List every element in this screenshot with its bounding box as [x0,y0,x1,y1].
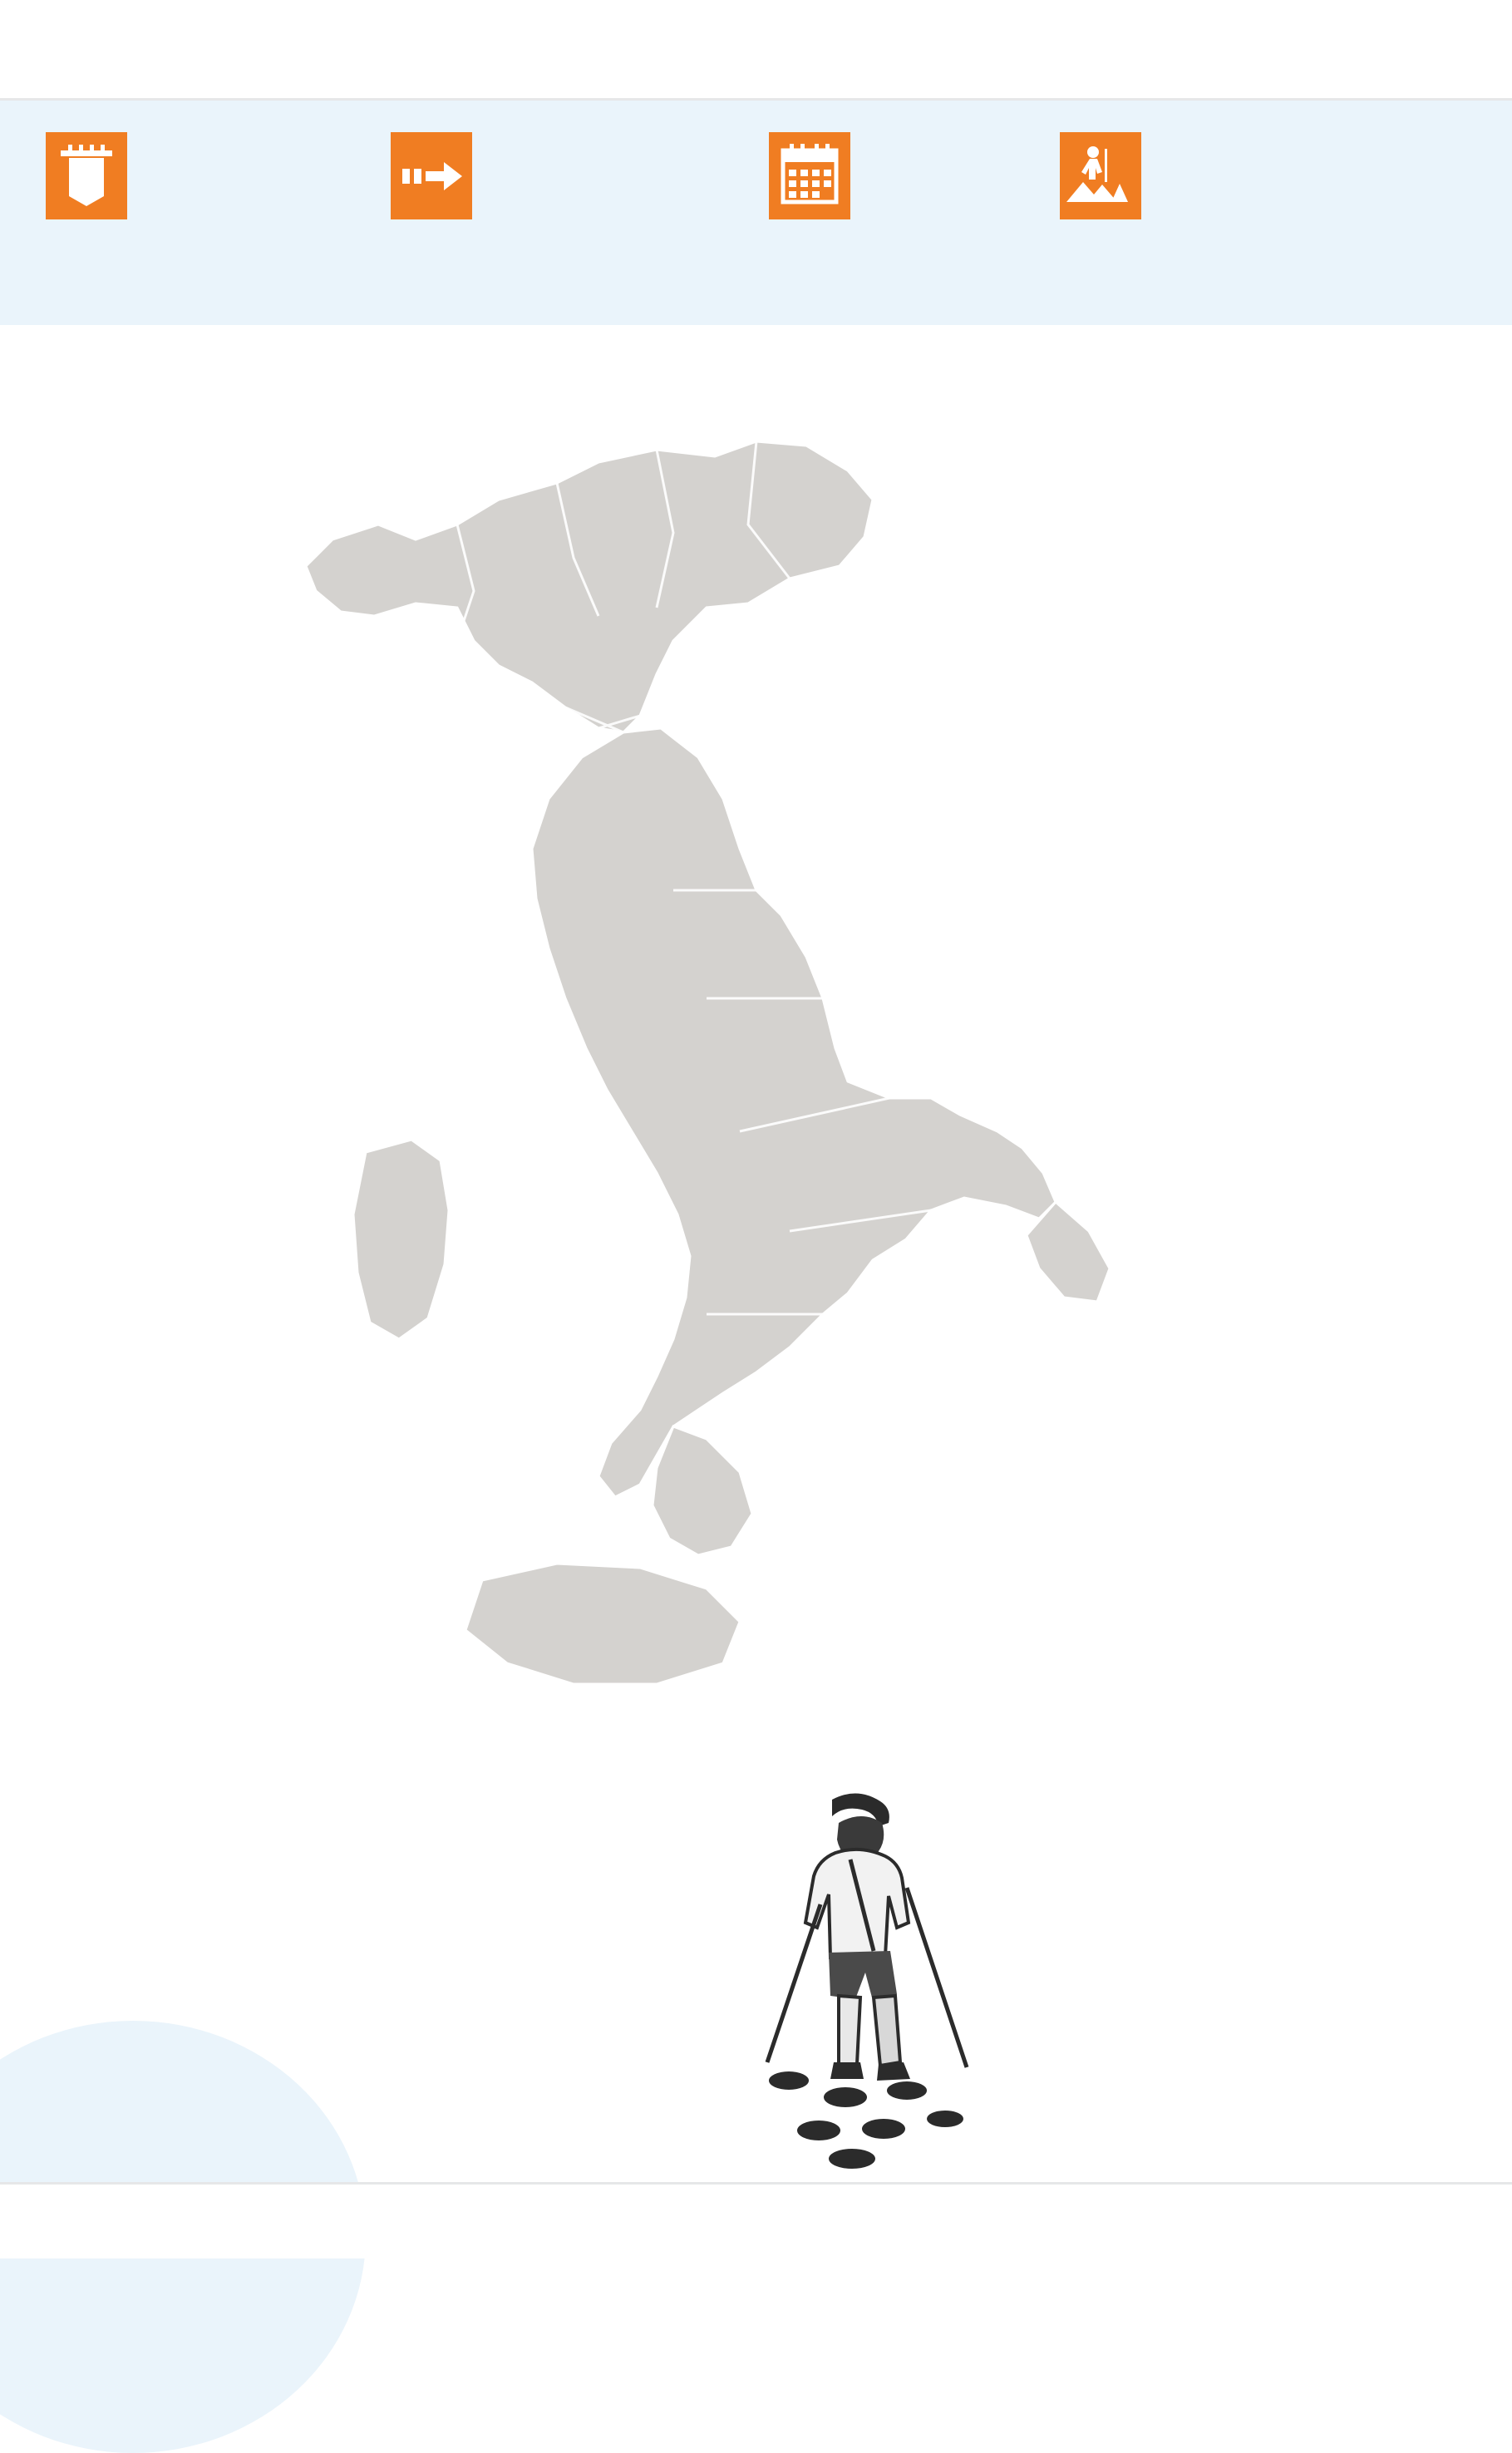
hiker-mountain-icon [1060,132,1141,219]
legend [21,2046,403,2067]
hiker-illustration [752,1788,993,2187]
flag-icon [46,132,127,219]
footer-divider [0,2182,1512,2185]
italy-map [208,400,1247,1979]
calendar-icon [769,132,850,219]
page-footer [0,2182,1512,2258]
map-area [0,325,1512,2145]
summary-band [0,101,1512,325]
page-header [0,0,1512,100]
arrow-icon [391,132,472,219]
